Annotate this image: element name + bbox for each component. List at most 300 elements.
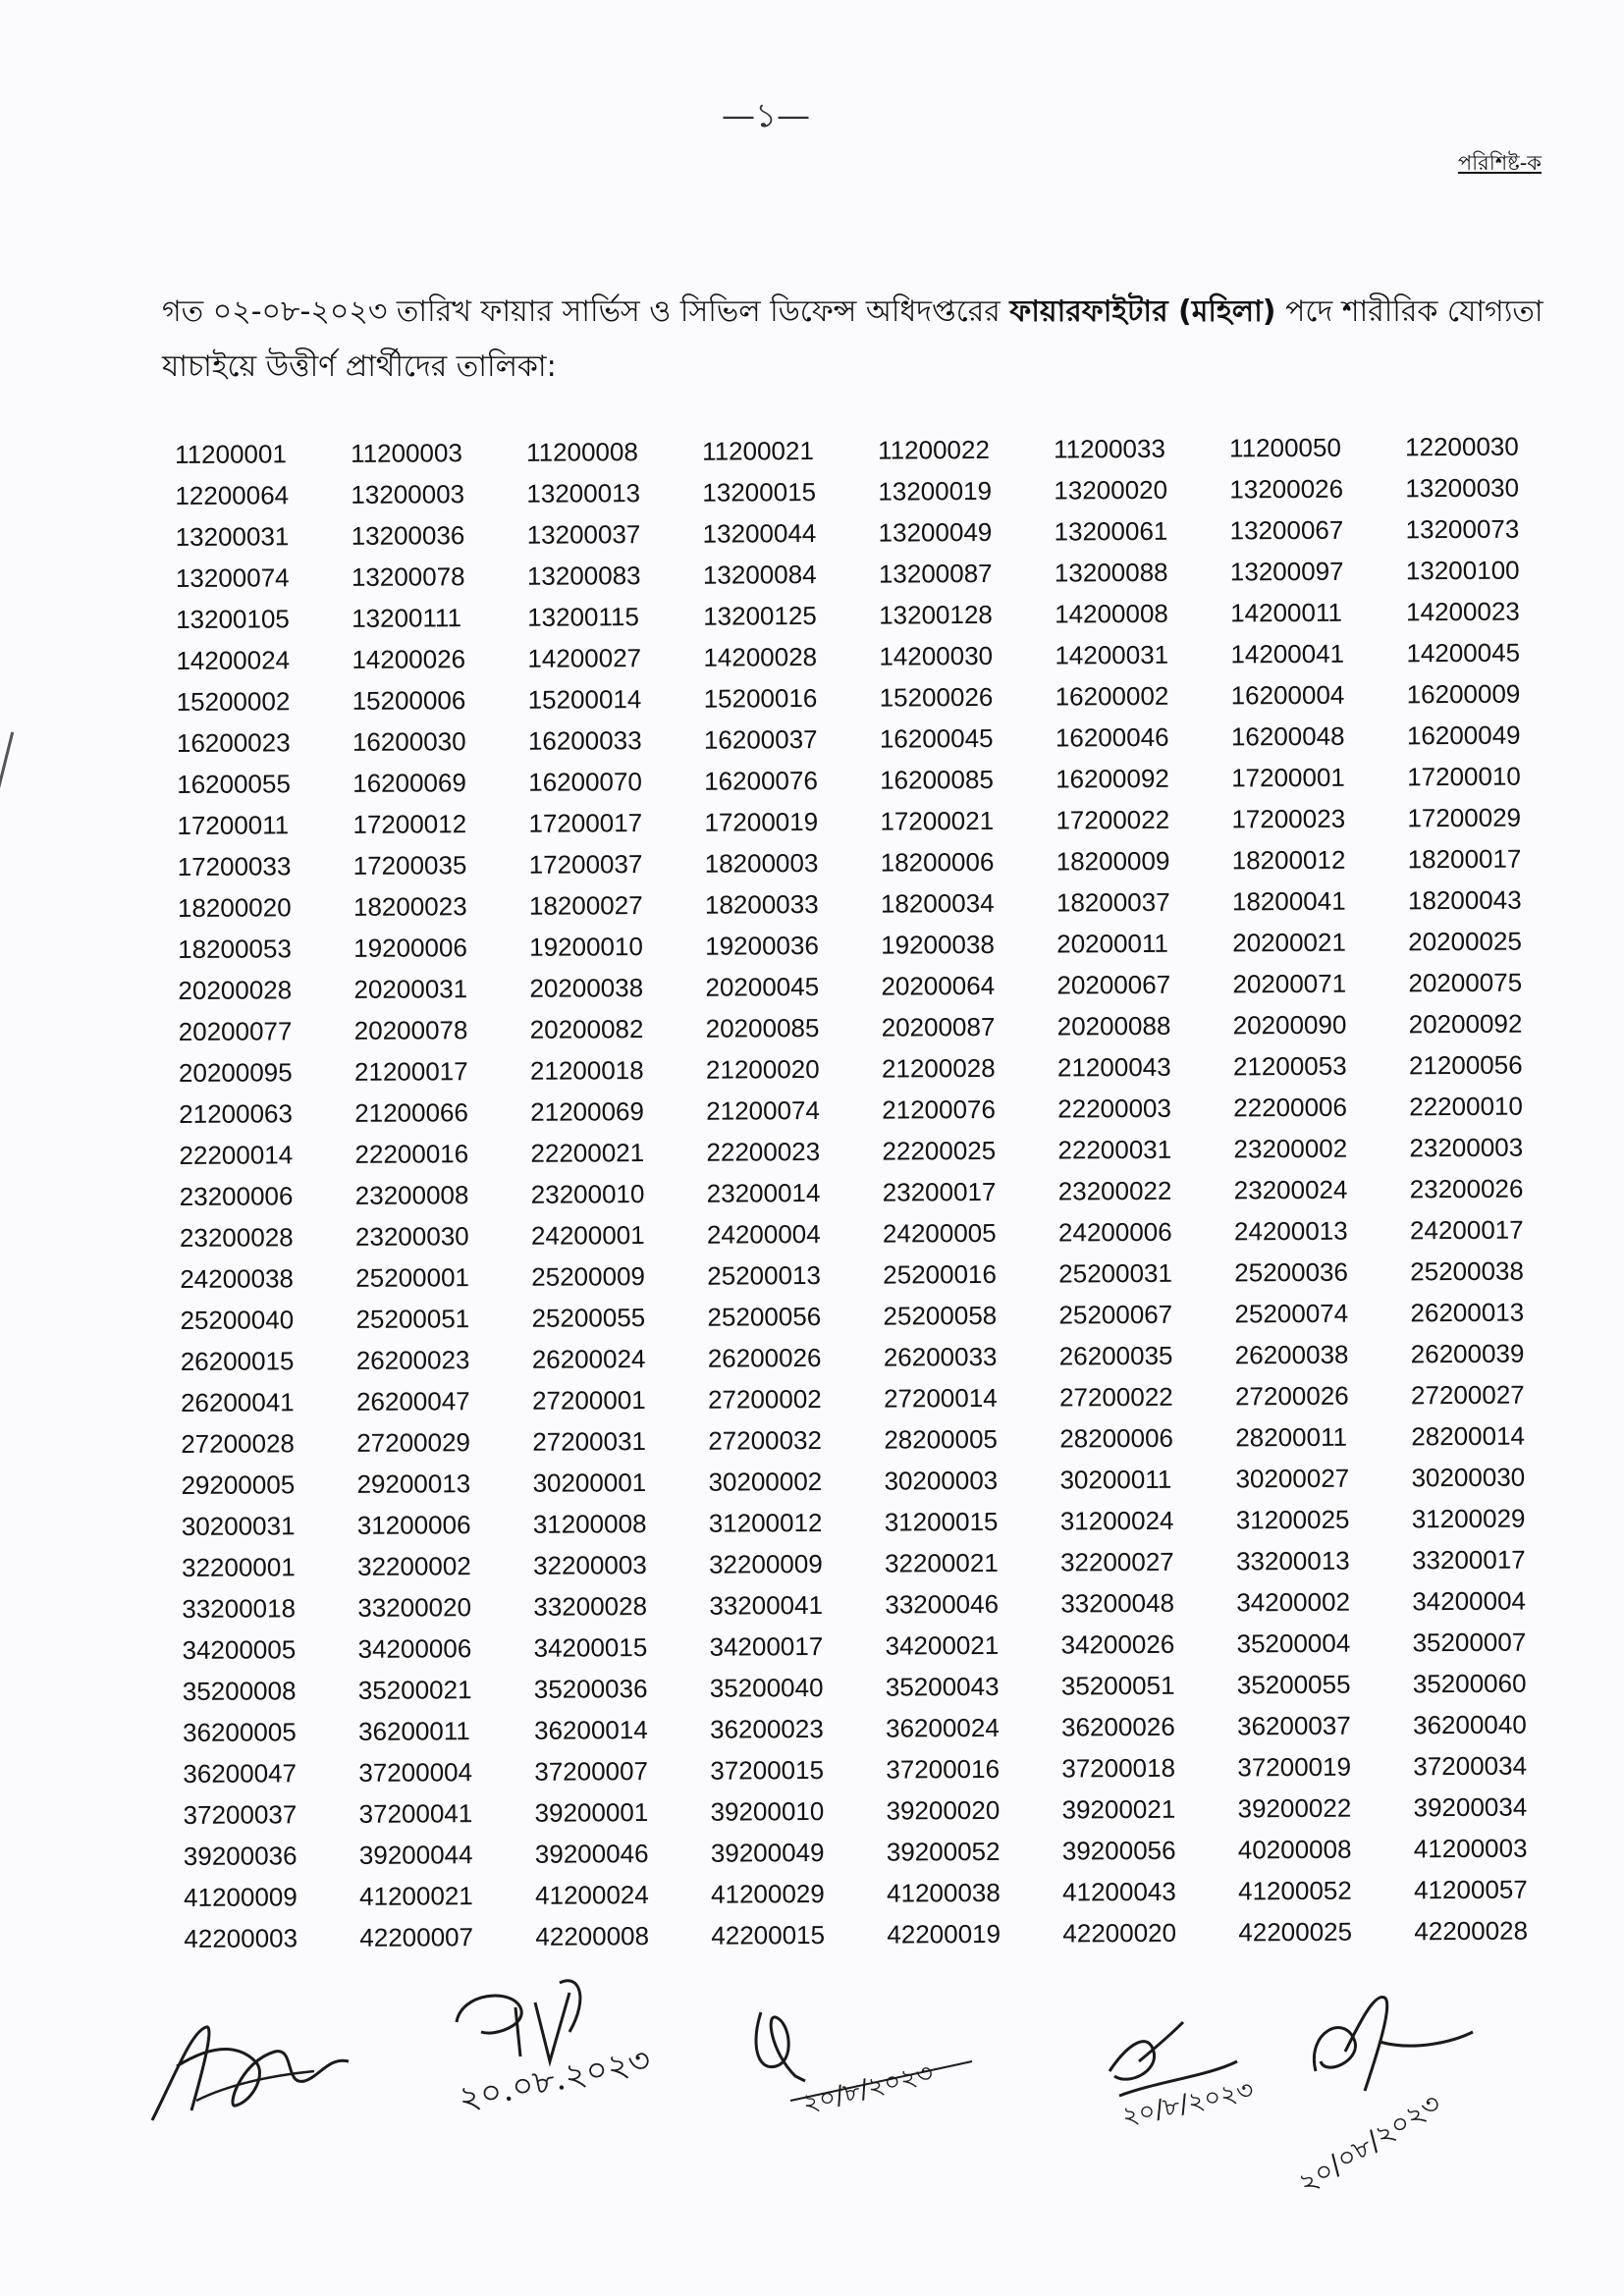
- roll-number: 23200017: [882, 1176, 997, 1207]
- roll-number: 33200018: [182, 1592, 297, 1624]
- signature-2: [442, 1963, 697, 2130]
- roll-number: 18200037: [1056, 886, 1170, 918]
- roll-number: 14200011: [1230, 597, 1342, 627]
- roll-number: 42200007: [359, 1921, 474, 1952]
- signature-3: [736, 1983, 992, 2130]
- roll-number: 20200078: [353, 1014, 468, 1045]
- roll-number: 23200026: [1409, 1173, 1524, 1203]
- roll-number: 13200125: [703, 600, 817, 631]
- roll-number: 25200051: [355, 1303, 470, 1334]
- roll-number: 13200019: [878, 475, 993, 507]
- roll-number: 20200031: [353, 973, 468, 1004]
- roll-number: 18200009: [1056, 845, 1170, 877]
- roll-number: 36200023: [709, 1713, 824, 1744]
- roll-number: 36200014: [533, 1714, 648, 1745]
- roll-number: 41200052: [1237, 1875, 1352, 1905]
- roll-number: 13200087: [878, 558, 993, 589]
- signature-5: [1286, 1983, 1522, 2258]
- roll-number: 13200073: [1405, 513, 1520, 544]
- roll-number: 30200002: [708, 1466, 823, 1497]
- roll-number: 41200038: [886, 1877, 1001, 1908]
- roll-number: 36200011: [357, 1715, 470, 1746]
- roll-number: 25200067: [1058, 1299, 1173, 1330]
- roll-number: 23200022: [1057, 1175, 1172, 1206]
- roll-number: 16200055: [177, 768, 291, 799]
- roll-number: 13200026: [1229, 473, 1344, 504]
- roll-number: 36200005: [182, 1716, 297, 1747]
- roll-number: 35200036: [533, 1673, 648, 1704]
- roll-number: 19200010: [529, 931, 643, 962]
- roll-number: 29200005: [181, 1468, 296, 1500]
- roll-number: 34200006: [357, 1632, 472, 1664]
- roll-number: 16200009: [1406, 678, 1521, 709]
- page-number: —১—: [721, 96, 811, 135]
- roll-number: 32200027: [1059, 1546, 1174, 1577]
- roll-number: 35200051: [1060, 1670, 1175, 1701]
- roll-number: 14200027: [527, 642, 642, 673]
- roll-number: 13200031: [175, 520, 290, 552]
- roll-number: 13200030: [1405, 472, 1520, 503]
- roll-number: 22200023: [706, 1136, 821, 1167]
- roll-number: 18200041: [1231, 885, 1346, 916]
- roll-number: 11200022: [878, 434, 990, 465]
- roll-number: 41200024: [535, 1879, 649, 1910]
- roll-number: 35200007: [1412, 1627, 1527, 1657]
- roll-number: 31200029: [1411, 1503, 1526, 1533]
- roll-number: 19200038: [881, 929, 995, 960]
- roll-number: 32200001: [181, 1551, 296, 1582]
- roll-number: 18200034: [880, 887, 995, 919]
- roll-number: 39200020: [886, 1794, 1001, 1826]
- roll-number: 13200015: [702, 476, 817, 507]
- roll-number: 15200026: [879, 681, 994, 713]
- roll-number: 35200040: [709, 1672, 824, 1703]
- roll-row: [184, 1909, 1558, 1959]
- roll-number: 17200001: [1231, 762, 1345, 792]
- roll-number: 11200003: [351, 437, 462, 468]
- roll-number: 13200078: [351, 561, 465, 592]
- roll-number: 22200031: [1057, 1134, 1172, 1165]
- roll-number: 32200009: [708, 1548, 823, 1579]
- roll-number: 18200033: [704, 888, 819, 920]
- roll-number: 18200003: [704, 847, 819, 879]
- roll-number: 32200003: [532, 1549, 647, 1580]
- roll-number: 23200003: [1409, 1132, 1524, 1162]
- roll-number: 33200041: [709, 1589, 824, 1621]
- roll-number: 14200024: [176, 644, 291, 675]
- roll-number: 26200023: [355, 1344, 470, 1375]
- roll-number: 27200001: [531, 1384, 646, 1415]
- roll-number: 13200128: [879, 599, 993, 630]
- roll-number: 18200006: [880, 846, 995, 878]
- roll-number: 31200012: [708, 1507, 823, 1538]
- roll-number: 39200001: [534, 1796, 649, 1828]
- roll-number: 34200026: [1060, 1629, 1175, 1660]
- roll-number: 18200053: [178, 933, 292, 964]
- roll-number: 20200088: [1056, 1010, 1171, 1041]
- roll-number: 13200061: [1054, 515, 1168, 547]
- roll-number: 23200030: [354, 1220, 469, 1252]
- roll-number: 26200013: [1410, 1297, 1525, 1327]
- roll-number: 37200007: [534, 1755, 649, 1787]
- roll-number: 13200105: [176, 603, 290, 634]
- roll-number: 25200040: [180, 1304, 295, 1335]
- roll-number: 17200010: [1407, 761, 1521, 791]
- roll-number: 20200028: [178, 974, 293, 1005]
- roll-number: 20200021: [1232, 927, 1346, 957]
- roll-number: 22200003: [1057, 1093, 1171, 1124]
- roll-number: 16200069: [352, 767, 466, 798]
- roll-number: 33200013: [1235, 1545, 1350, 1575]
- roll-number: 37200018: [1061, 1752, 1176, 1784]
- roll-number: 26200033: [883, 1341, 998, 1372]
- signature-2-date: ২০.০৮.২০২৩: [455, 2040, 654, 2119]
- roll-number: 32200021: [884, 1547, 999, 1578]
- roll-number: 34200021: [885, 1629, 1000, 1661]
- roll-number: 41200029: [711, 1878, 825, 1909]
- roll-number: 42200020: [1062, 1917, 1177, 1949]
- roll-number: 21200069: [530, 1095, 645, 1127]
- roll-number: 31200024: [1059, 1505, 1174, 1536]
- roll-number: 17200023: [1231, 803, 1346, 833]
- signature-3-date: ২০/৮/২০২৩: [799, 2057, 937, 2119]
- roll-number: 18200043: [1407, 884, 1522, 915]
- roll-number: 42200015: [711, 1919, 826, 1950]
- roll-number: 21200074: [706, 1095, 820, 1126]
- roll-number: 31200015: [884, 1506, 999, 1537]
- roll-number: 30200001: [532, 1467, 647, 1498]
- roll-number: 16200046: [1055, 721, 1169, 753]
- roll-number: 20200071: [1232, 968, 1347, 998]
- roll-number: 11200033: [1054, 433, 1165, 464]
- roll-number: 18200027: [528, 889, 643, 921]
- roll-number: 27200031: [532, 1425, 647, 1457]
- roll-number: 13200083: [526, 560, 641, 591]
- roll-number: 24200006: [1057, 1216, 1172, 1248]
- roll-number: 23200014: [706, 1177, 821, 1208]
- roll-number: 24200038: [180, 1262, 295, 1294]
- roll-number: 16200070: [528, 766, 642, 797]
- roll-number: 15200006: [352, 684, 466, 716]
- roll-number: 19200006: [353, 932, 467, 963]
- roll-number: 23200002: [1233, 1133, 1348, 1163]
- roll-number: 27200029: [356, 1426, 471, 1458]
- roll-number: 28200006: [1059, 1422, 1174, 1454]
- roll-number: 27200002: [707, 1383, 822, 1415]
- signature-4-date: ২০/৮/২০২৩: [1119, 2075, 1257, 2132]
- document-heading: [162, 285, 1546, 395]
- roll-number: 14200031: [1055, 639, 1169, 670]
- roll-number: 20200095: [178, 1056, 293, 1088]
- roll-number: 17200017: [528, 807, 643, 838]
- roll-number: 31200006: [356, 1509, 471, 1540]
- roll-number: 36200047: [183, 1757, 298, 1789]
- roll-number: 27200028: [181, 1427, 296, 1459]
- roll-number: 25200031: [1058, 1257, 1173, 1289]
- roll-number: 16200023: [176, 726, 291, 758]
- roll-number: 42200028: [1414, 1915, 1529, 1946]
- roll-number: 21200053: [1232, 1050, 1347, 1081]
- roll-number: 11200021: [702, 435, 814, 466]
- roll-number: 17200019: [704, 806, 819, 837]
- roll-number: 39200049: [710, 1837, 825, 1868]
- roll-number: 25200013: [707, 1259, 822, 1291]
- roll-number: 23200006: [179, 1180, 294, 1211]
- roll-number: 20200064: [881, 970, 996, 1001]
- roll-number: 17200011: [177, 809, 290, 840]
- roll-number: 16200092: [1056, 763, 1169, 794]
- roll-number: 13200037: [526, 518, 641, 550]
- roll-number: 15200016: [703, 682, 818, 714]
- roll-number: 20200025: [1408, 926, 1522, 956]
- roll-number: 16200030: [352, 725, 466, 757]
- roll-number: 20200082: [529, 1013, 644, 1044]
- roll-number: 11200008: [526, 436, 638, 467]
- roll-number: 16200085: [880, 764, 994, 795]
- roll-number: 15200002: [176, 685, 291, 717]
- roll-number: 39200036: [183, 1840, 298, 1871]
- roll-number: 35200004: [1236, 1628, 1351, 1658]
- roll-number: 13200115: [527, 601, 639, 632]
- roll-number-table: [175, 425, 1558, 1959]
- roll-number: 20200077: [178, 1015, 293, 1046]
- roll-number: 12200030: [1405, 431, 1519, 461]
- roll-number: 33200048: [1060, 1587, 1175, 1619]
- roll-number: 16200037: [703, 723, 818, 755]
- roll-number: 41200043: [1061, 1876, 1176, 1907]
- roll-number: 16200004: [1230, 679, 1345, 710]
- roll-number: 41200009: [184, 1881, 298, 1912]
- roll-number: 21200043: [1056, 1051, 1171, 1083]
- roll-number: 25200058: [883, 1300, 998, 1331]
- roll-number: 33200017: [1411, 1544, 1526, 1575]
- roll-number: 21200056: [1408, 1049, 1523, 1080]
- roll-number: 13200097: [1229, 556, 1344, 586]
- roll-number: 39200044: [358, 1839, 473, 1870]
- roll-number: 17200037: [528, 848, 643, 880]
- roll-number: 18200017: [1407, 843, 1522, 874]
- roll-number: 27200014: [883, 1382, 998, 1414]
- roll-number: 26200026: [707, 1342, 822, 1373]
- roll-number: 26200047: [355, 1385, 470, 1416]
- roll-number: 24200005: [882, 1217, 997, 1249]
- roll-number: 37200037: [183, 1798, 298, 1830]
- roll-number: 17200022: [1056, 804, 1170, 835]
- roll-number: 16200033: [527, 724, 642, 756]
- roll-number: 37200015: [710, 1754, 825, 1786]
- roll-number: 14200030: [879, 640, 994, 671]
- roll-number: 27200027: [1410, 1379, 1525, 1410]
- roll-number: 33200046: [885, 1588, 1000, 1620]
- roll-number: 16200076: [704, 765, 818, 796]
- roll-number: 25200009: [531, 1260, 646, 1292]
- roll-number: 23200024: [1233, 1174, 1348, 1204]
- roll-number: 13200003: [351, 478, 465, 509]
- roll-number: 29200013: [356, 1468, 471, 1499]
- roll-number: 20200092: [1408, 1008, 1523, 1039]
- roll-number: 36200037: [1236, 1710, 1351, 1740]
- roll-number: 17200033: [177, 850, 292, 881]
- roll-number: 22200006: [1233, 1092, 1347, 1122]
- roll-number: 16200049: [1406, 720, 1521, 750]
- roll-number: 41200057: [1413, 1874, 1528, 1904]
- roll-number: 16200002: [1055, 680, 1169, 712]
- roll-number: 17200021: [880, 805, 995, 836]
- roll-number: 13200020: [1054, 474, 1168, 506]
- roll-number: 31200008: [532, 1508, 647, 1539]
- roll-number: 40200008: [1237, 1834, 1352, 1864]
- roll-number: 28200014: [1411, 1420, 1526, 1451]
- roll-number: 28200005: [884, 1423, 999, 1455]
- roll-number: 22200021: [530, 1137, 645, 1168]
- roll-number: 13200049: [878, 516, 993, 548]
- roll-number: 17200035: [352, 849, 467, 881]
- roll-number: 13200111: [352, 602, 462, 633]
- heading-text-1: গত ০২-০৮-২০২৩ তারিখ ফায়ার সার্ভিস ও সিভিল ডিফেন্স অধিদপ্তরের: [162, 294, 1010, 329]
- roll-number: 18200023: [352, 890, 467, 922]
- roll-number: 41200021: [359, 1880, 473, 1911]
- roll-number: 22200025: [882, 1135, 997, 1166]
- roll-number: 21200063: [179, 1097, 294, 1129]
- roll-number: 26200039: [1410, 1338, 1525, 1368]
- roll-number: 19200036: [705, 930, 819, 961]
- roll-number: 13200013: [526, 477, 641, 508]
- roll-number: 27200022: [1058, 1381, 1173, 1413]
- roll-number: 26200015: [180, 1345, 295, 1376]
- roll-number: 18200012: [1231, 844, 1346, 875]
- roll-number: 20200085: [705, 1012, 820, 1043]
- roll-number: 13200100: [1405, 555, 1520, 585]
- roll-number: 42200019: [887, 1918, 1001, 1949]
- roll-number: 36200024: [885, 1712, 1000, 1743]
- signature-5-date: ২০/০৮/২০২৩: [1292, 2086, 1447, 2200]
- roll-number: 21200017: [353, 1055, 468, 1087]
- roll-number: 17200029: [1407, 802, 1522, 832]
- roll-number: 42200003: [184, 1922, 298, 1953]
- roll-number: 20200067: [1056, 969, 1171, 1000]
- roll-number: 30200003: [884, 1465, 999, 1496]
- roll-number: 39200034: [1413, 1791, 1528, 1822]
- roll-number: 34200005: [182, 1633, 297, 1665]
- roll-number: 11200050: [1229, 432, 1341, 462]
- roll-number: 33200020: [357, 1591, 472, 1623]
- roll-number: 25200055: [531, 1302, 646, 1333]
- roll-number: 25200016: [883, 1258, 998, 1290]
- roll-number: 32200002: [356, 1550, 471, 1581]
- roll-number: 20200075: [1408, 967, 1523, 997]
- roll-number: 22200016: [354, 1138, 469, 1169]
- roll-number: 35200043: [885, 1671, 1000, 1702]
- roll-number: 42200008: [535, 1920, 650, 1951]
- roll-number: 24200017: [1409, 1214, 1524, 1245]
- roll-number: 39200010: [710, 1795, 825, 1827]
- roll-number: 39200052: [886, 1836, 1001, 1867]
- roll-number: 39200021: [1061, 1793, 1176, 1825]
- roll-number: 35200008: [182, 1675, 297, 1706]
- roll-number: 35200021: [357, 1674, 472, 1705]
- roll-number: 37200016: [886, 1753, 1001, 1785]
- roll-number: 27200026: [1234, 1380, 1349, 1411]
- roll-number: 23200008: [354, 1179, 469, 1210]
- roll-number: 36200026: [1060, 1711, 1175, 1742]
- roll-number: 33200028: [533, 1590, 648, 1622]
- roll-number: 34200017: [709, 1630, 824, 1662]
- roll-number: 42200025: [1238, 1916, 1353, 1947]
- signature-block: [128, 1963, 1522, 2258]
- heading-post-name: ফায়ারফাইটার (মহিলা): [1009, 294, 1276, 329]
- roll-number: 13200036: [351, 519, 465, 551]
- roll-number: 34200015: [533, 1631, 648, 1663]
- roll-number: 25200036: [1234, 1256, 1349, 1287]
- roll-number: 26200041: [180, 1386, 295, 1417]
- roll-number: 39200046: [534, 1838, 649, 1869]
- roll-number: 27200032: [708, 1424, 823, 1456]
- roll-number: 14200045: [1406, 637, 1521, 667]
- roll-number: 14200026: [352, 643, 466, 674]
- roll-number: 25200056: [707, 1301, 822, 1332]
- roll-number: 35200055: [1236, 1669, 1351, 1699]
- roll-number: 20200087: [881, 1011, 996, 1042]
- roll-number: 21200066: [354, 1096, 469, 1128]
- roll-number: 20200045: [705, 971, 820, 1002]
- roll-number: 34200004: [1412, 1585, 1527, 1616]
- roll-number: 30200027: [1235, 1463, 1350, 1493]
- roll-number: 16200045: [879, 722, 994, 754]
- roll-number: 14200028: [703, 641, 818, 672]
- roll-number: 13200088: [1054, 557, 1168, 588]
- roll-number: 11200001: [175, 438, 287, 469]
- roll-number: 23200028: [179, 1221, 294, 1253]
- roll-number: 26200035: [1058, 1340, 1173, 1371]
- roll-number: 15200014: [527, 683, 642, 715]
- roll-number: 30200011: [1059, 1464, 1172, 1495]
- roll-number: 34200002: [1236, 1586, 1351, 1617]
- signature-1: [137, 1993, 373, 2140]
- roll-number: 37200034: [1413, 1750, 1528, 1781]
- roll-number: 14200008: [1055, 598, 1168, 629]
- roll-number: 18200020: [177, 891, 292, 923]
- roll-number: 24200004: [706, 1218, 821, 1250]
- roll-number: 20200011: [1056, 928, 1169, 959]
- roll-number: 13200084: [702, 559, 817, 590]
- roll-number: 20200038: [529, 972, 644, 1003]
- roll-number: 26200024: [531, 1343, 646, 1374]
- roll-number: 24200001: [530, 1219, 645, 1251]
- roll-number: 21200020: [705, 1053, 820, 1085]
- roll-number: 36200040: [1412, 1709, 1527, 1739]
- roll-number: 39200056: [1061, 1835, 1176, 1866]
- roll-number: 22200010: [1409, 1091, 1523, 1121]
- roll-number: 30200031: [181, 1510, 296, 1541]
- roll-number: 25200038: [1410, 1255, 1525, 1286]
- roll-number: 39200022: [1237, 1792, 1352, 1823]
- roll-number: 24200013: [1233, 1215, 1348, 1246]
- roll-number: 37200019: [1237, 1751, 1352, 1782]
- margin-pen-mark: [0, 732, 14, 790]
- roll-number: 35200060: [1412, 1668, 1527, 1698]
- roll-number: 41200003: [1413, 1833, 1528, 1863]
- appendix-label: পরিশিষ্ট-ক: [1457, 151, 1542, 175]
- heading-text-2: পদে শারীরিক যোগ্যতা যাচাইয়ে উত্তীর্ণ প্রার্থীদের তালিকা:: [162, 294, 1543, 384]
- roll-number: 14200041: [1230, 638, 1345, 668]
- roll-number: 31200025: [1235, 1504, 1350, 1534]
- roll-number: 13200074: [175, 561, 290, 593]
- roll-number: 37200004: [358, 1756, 473, 1788]
- roll-number: 14200023: [1406, 596, 1520, 626]
- roll-number: 16200048: [1230, 721, 1345, 751]
- roll-number: 25200074: [1234, 1298, 1349, 1328]
- roll-number: 23200010: [530, 1178, 645, 1209]
